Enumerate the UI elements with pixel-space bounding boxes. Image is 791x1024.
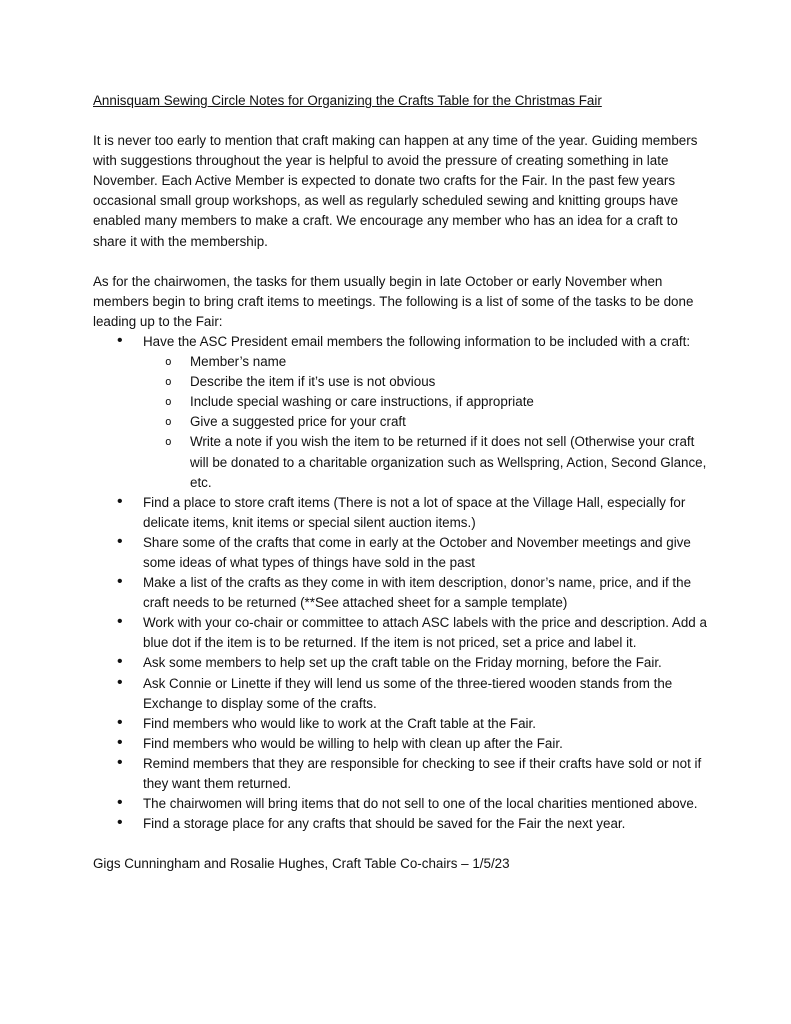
sub-list-item: o Member’s name — [190, 352, 713, 372]
list-item: • Share some of the crafts that come in early at the October and November meetings and give some ideas of what types of things have sold in the past — [143, 533, 713, 573]
sub-list-item: o Write a note if you wish the item to be returned if it does not sell (Otherwise your craft will be donated to a charitable organization such as Wellspring, Action, Second Glance, etc. — [190, 432, 713, 492]
list-item: • Work with your co-chair or committee to attach ASC labels with the price and description. Add a blue dot if the item is to be returned. If the item is not priced, set a price and label it. — [143, 613, 713, 653]
document-title: Annisquam Sewing Circle Notes for Organizing the Crafts Table for the Christmas Fair — [93, 93, 602, 108]
intro-paragraph: It is never too early to mention that craft making can happen at any time of the year. Guiding members with suggestions throughout the year is helpful to avoid the pressure of creating something in late November. Each Active Member is expected to donate two crafts for the Fair. In the past few years occasional small group workshops, as well as regularly scheduled sewing and knitting groups have enabled many members to make a craft. We encourage any member who has an idea for a craft to share it with the membership. — [93, 133, 698, 249]
list-item: • Make a list of the crafts as they come in with item description, donor’s name, price, and if the craft needs to be returned (**See attached sheet for a sample template) — [143, 573, 713, 613]
tasks-intro-paragraph: As for the chairwomen, the tasks for them usually begin in late October or early November when members begin to bring craft items to meetings. The following is a list of some of the tasks to be done leading up to the Fair: — [93, 273, 694, 329]
list-item: • The chairwomen will bring items that do not sell to one of the local charities mentioned above. — [143, 794, 713, 814]
list-item: • Find members who would be willing to help with clean up after the Fair. — [143, 734, 713, 754]
list-item: • Find members who would like to work at the Craft table at the Fair. — [143, 714, 713, 734]
bullet-text: Have the ASC President email members the following information to be included with a craft: — [143, 333, 691, 349]
task-list — [93, 332, 713, 834]
list-item: • Ask Connie or Linette if they will lend us some of the three-tiered wooden stands from the Exchange to display some of the crafts. — [143, 674, 713, 714]
document-page — [93, 91, 713, 894]
list-item: • Find a place to store craft items (There is not a lot of space at the Village Hall, especially for delicate items, knit items or special silent auction items.) — [143, 493, 713, 533]
list-item: • Find a storage place for any crafts that should be saved for the Fair the next year. — [143, 814, 713, 834]
sub-list-item: o Describe the item if it’s use is not obvious — [190, 372, 713, 392]
list-item: • Ask some members to help set up the craft table on the Friday morning, before the Fair. — [143, 653, 713, 673]
info-sub-list — [143, 352, 713, 493]
signature-line: Gigs Cunningham and Rosalie Hughes, Craft Table Co-chairs – 1/5/23 — [93, 856, 510, 872]
sub-list-item: o Include special washing or care instructions, if appropriate — [190, 392, 713, 412]
list-item: • Remind members that they are responsible for checking to see if their crafts have sold or not if they want them returned. — [143, 754, 713, 794]
sub-list-item: o Give a suggested price for your craft — [190, 412, 713, 432]
list-item — [143, 332, 713, 493]
